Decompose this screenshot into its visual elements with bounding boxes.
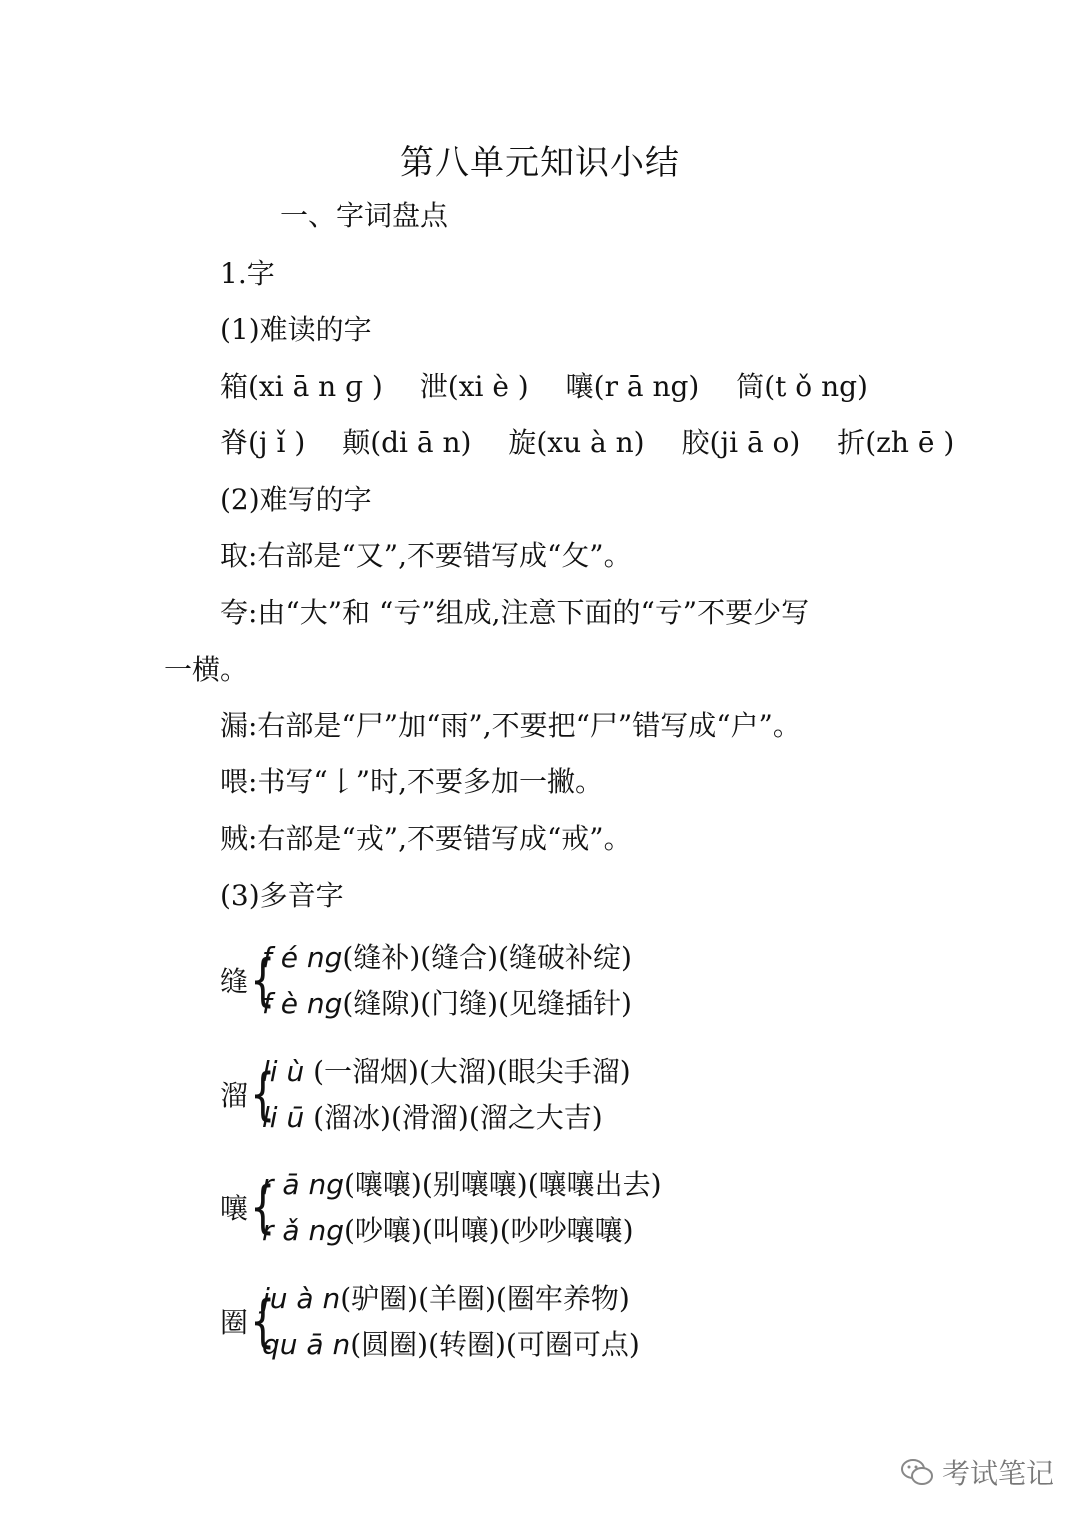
pinyin-item: 嚷(r ā ng)	[565, 370, 700, 403]
pinyin: li ù	[262, 1055, 305, 1088]
example-words: (一溜烟)(大溜)(眼尖手溜)	[304, 1055, 631, 1088]
hard-write-item: 夸:由“大”和 “亏”组成,注意下面的“亏”不要少写	[220, 596, 810, 629]
polyphone-entry	[220, 1279, 920, 1371]
pinyin-item: 筒(t ǒ ng)	[736, 370, 868, 403]
hard-write-item: 喂:书写“𠄌”时,不要多加一撇。	[220, 765, 603, 798]
polyphone-entry	[220, 938, 920, 1030]
hard-read-row-1	[220, 367, 896, 407]
pinyin-item: 箱(xi ā n ɡ )	[220, 370, 383, 403]
polyphone-entry	[220, 1052, 920, 1144]
hard-read-heading: (1)难读的字	[220, 313, 372, 346]
page-title: 第八单元知识小结	[400, 143, 680, 183]
pinyin-item: 折(zh ē )	[837, 426, 955, 459]
reading-2	[262, 1325, 640, 1365]
example-words: (缝隙)(门缝)(见缝插针)	[342, 987, 632, 1020]
hard-write-item: 取:右部是“又”,不要错写成“攵”。	[220, 539, 632, 572]
subsection-heading: 1.字	[220, 257, 275, 290]
brace-icon: {	[250, 1062, 276, 1128]
reading-2	[262, 1211, 634, 1251]
brace-icon: {	[250, 948, 276, 1014]
pinyin: li ū	[262, 1101, 305, 1134]
reading-1	[262, 1052, 631, 1092]
pinyin-item: 泄(xi è )	[419, 370, 529, 403]
pinyin: qu ā n	[262, 1328, 351, 1361]
pinyin: f è ng	[262, 987, 343, 1020]
pinyin-item: 颠(di ā n)	[342, 426, 472, 459]
hard-read-row-2	[220, 423, 982, 463]
pinyin: r ā ng	[262, 1168, 344, 1201]
watermark-text: 考试笔记	[942, 1457, 1055, 1490]
example-words: (驴圈)(羊圈)(圈牢养物)	[340, 1282, 630, 1315]
pinyin-item: 旋(xu à n)	[508, 426, 645, 459]
polyphone-char: 嚷	[220, 1192, 249, 1225]
example-words: (吵嚷)(叫嚷)(吵吵嚷嚷)	[344, 1214, 634, 1247]
reading-2	[262, 1098, 603, 1138]
hard-write-item-continued: 一横。	[164, 653, 249, 686]
example-words: (嚷嚷)(别嚷嚷)(嚷嚷出去)	[344, 1168, 662, 1201]
reading-2	[262, 984, 632, 1024]
reading-1	[262, 938, 632, 978]
example-words: (圆圈)(转圈)(可圈可点)	[350, 1328, 640, 1361]
pinyin: ju à n	[262, 1282, 341, 1315]
pinyin-item: 脊(j ǐ )	[220, 426, 306, 459]
hard-write-item: 漏:右部是“尸”加“雨”,不要把“尸”错写成“户”。	[220, 709, 801, 742]
example-words: (溜冰)(滑溜)(溜之大吉)	[304, 1101, 603, 1134]
wechat-icon	[900, 1457, 934, 1487]
example-words: (缝补)(缝合)(缝破补绽)	[342, 941, 632, 974]
polyphone-char: 缝	[220, 965, 249, 998]
reading-1	[262, 1165, 662, 1205]
reading-1	[262, 1279, 630, 1319]
pinyin: r ǎ ng	[262, 1214, 344, 1247]
hard-write-item: 贼:右部是“戎”,不要错写成“戒”。	[220, 822, 632, 855]
watermark	[900, 1450, 1070, 1494]
section-heading: 一、字词盘点	[280, 199, 449, 232]
polyphone-char: 圈	[220, 1306, 249, 1339]
brace-icon: {	[250, 1175, 276, 1241]
pinyin-item: 胶(ji ā o)	[681, 426, 801, 459]
hard-write-heading: (2)难写的字	[220, 483, 372, 516]
pinyin: f é ng	[262, 941, 343, 974]
polyphone-char: 溜	[220, 1079, 249, 1112]
polyphone-heading: (3)多音字	[220, 879, 344, 912]
brace-icon: {	[250, 1289, 276, 1355]
polyphone-entry	[220, 1165, 920, 1257]
